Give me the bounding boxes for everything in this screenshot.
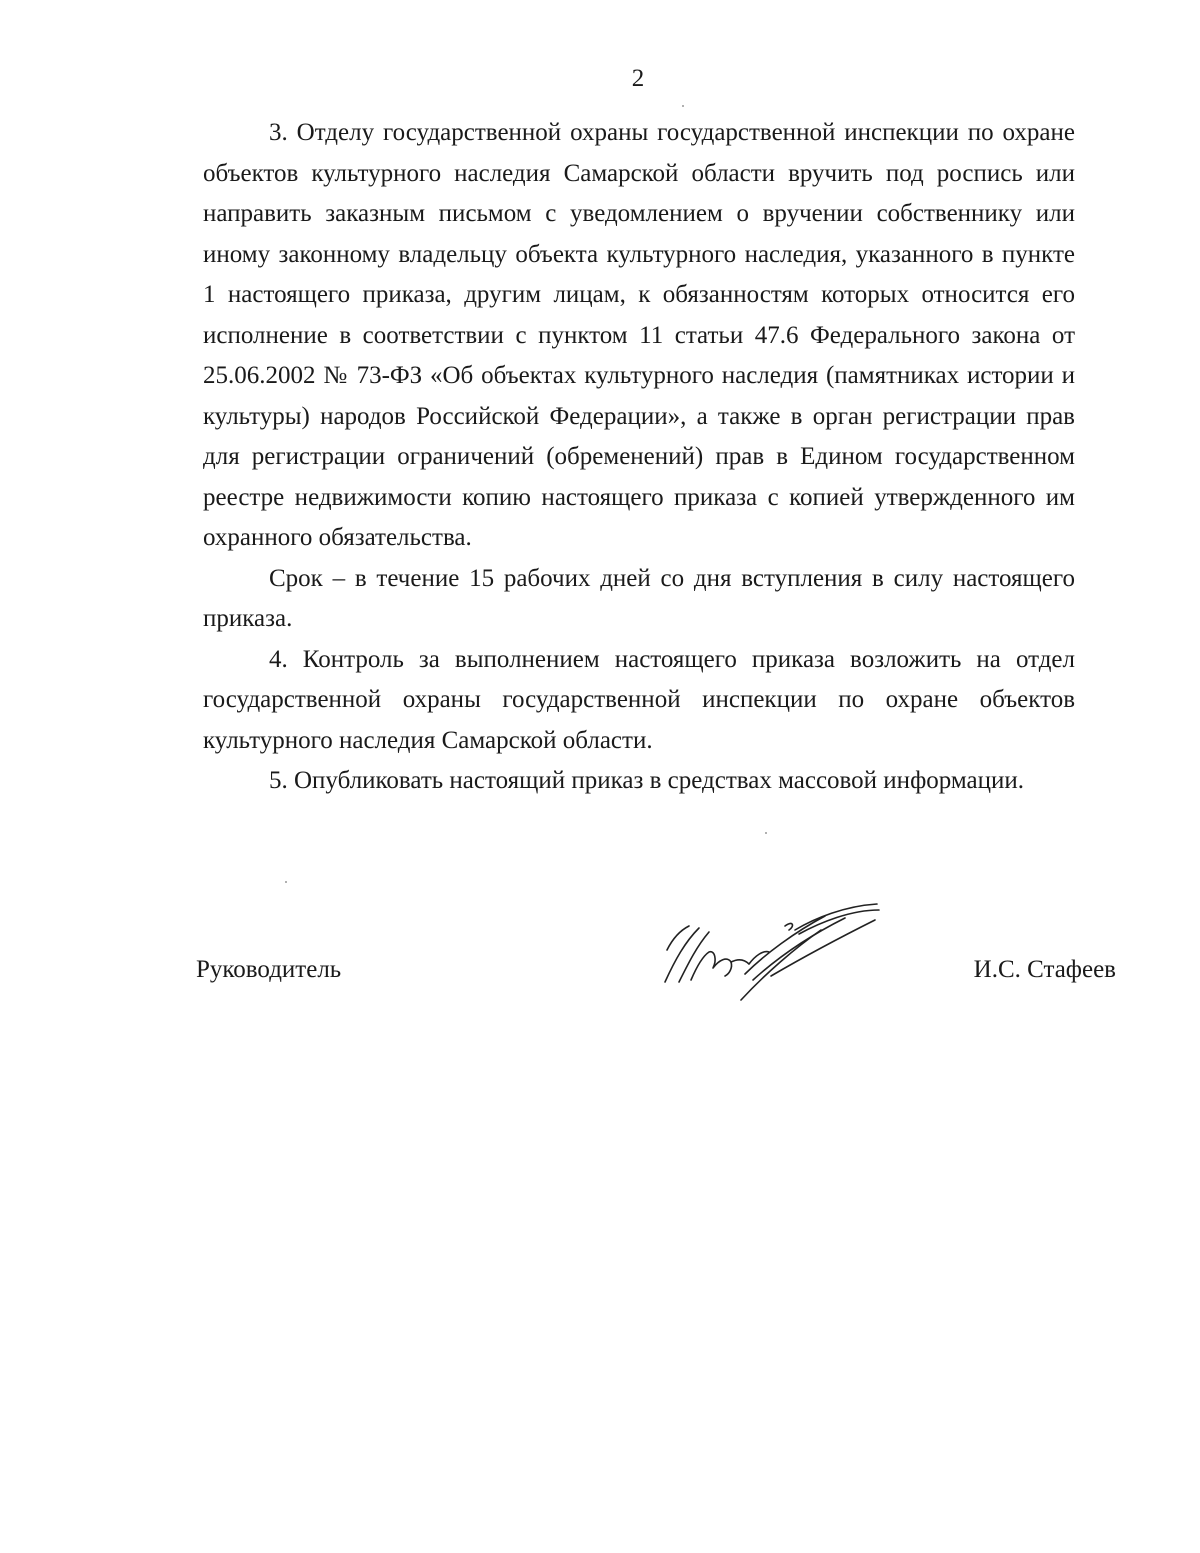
paragraph-item-3: 3. Отделу государственной охраны государственной инспекции по охране объектов культурного наследия Самарской области вручить под роспись или направить заказным письмом с уведомлением о вручении собственнику или иному законному владельцу объекта культурного наследия, указанного в пункте 1 настоящего приказа, другим лицам, к обязанностям которых относится его исполнение в соответствии с пунктом 11 статьи 47.6 Федерального закона от 25.06.2002 № 73-ФЗ «Об объектах культурного наследия (памятниках истории и культуры) народов Российской Федерации», а также в орган регистрации прав для регистрации ограничений (обременений) прав в Едином государственном реестре недвижимости копию настоящего приказа с копией утвержденного им охранного обязательства. — [203, 119, 1075, 551]
paragraph-item-5: 5. Опубликовать настоящий приказ в средствах массовой информации. — [269, 767, 1025, 794]
signatory-name: И.С. Стафеев — [973, 956, 1116, 983]
paragraph-deadline: Срок – в течение 15 рабочих дней со дня вступления в силу настоящего приказа. — [203, 564, 1075, 632]
signature-block — [196, 952, 1116, 992]
scan-speck — [682, 105, 684, 107]
paragraph-item-4: 4. Контроль за выполнением настоящего приказа возложить на отдел государственной охраны государственной инспекции по охране объектов культурного наследия Самарской области. — [203, 645, 1075, 754]
page-number: 2 — [631, 65, 645, 92]
document-body — [203, 113, 1075, 802]
signatory-role: Руководитель — [196, 956, 342, 983]
scan-speck — [765, 832, 767, 834]
scan-speck — [285, 881, 287, 883]
